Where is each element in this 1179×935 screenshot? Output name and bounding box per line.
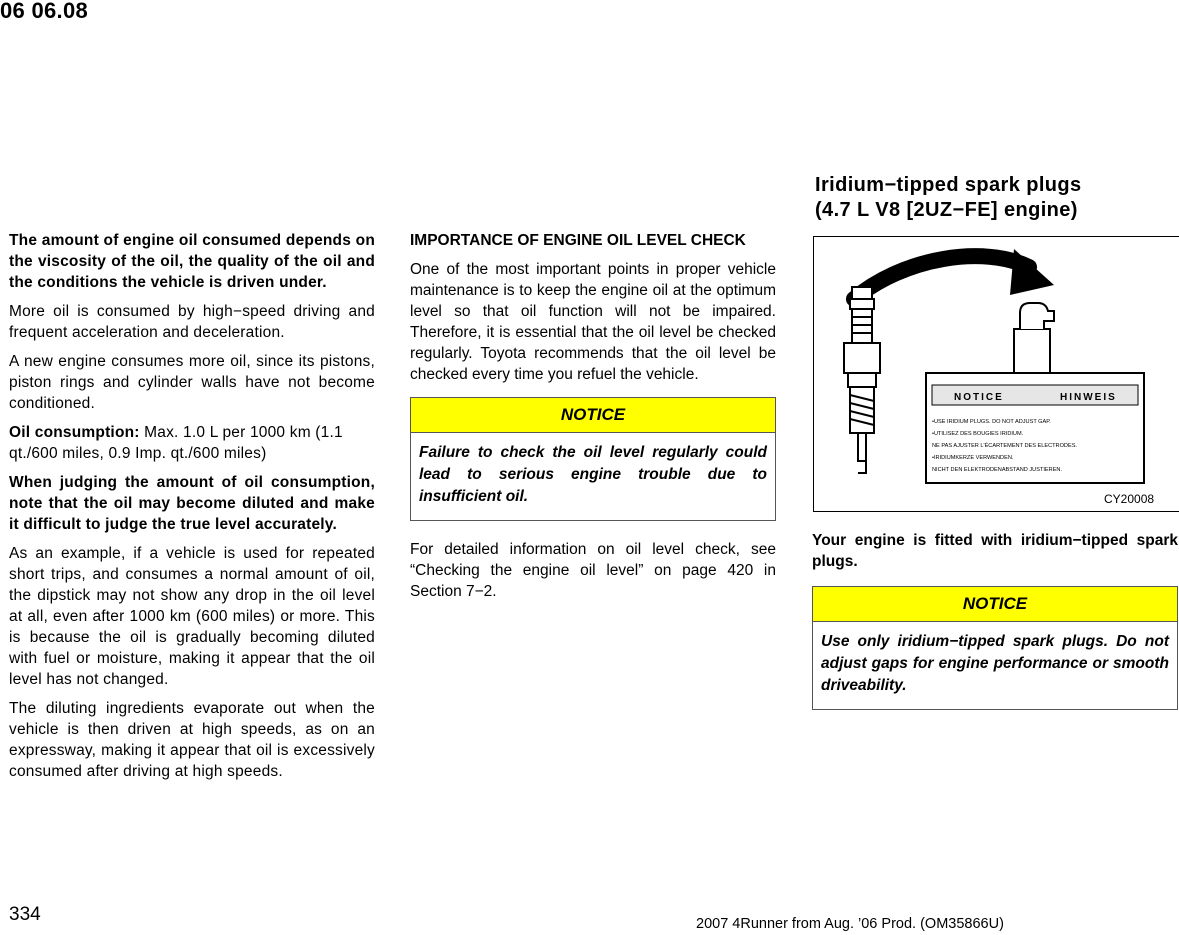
iridium-paragraph: Your engine is fitted with iridium−tipped spark plugs. [812, 532, 1178, 570]
notice-title: NOTICE [813, 587, 1177, 622]
column-right [812, 530, 1178, 728]
paragraph: For detailed information on oil level check, see “Checking the engine oil level” on page 420 in Section 7−2. [410, 541, 776, 600]
spark-plug-icon [844, 287, 880, 473]
paragraph: More oil is consumed by high−speed driving and frequent acceleration and deceleration. [9, 303, 375, 341]
header-date: 06 06.08 [0, 0, 89, 23]
figure-code: CY20008 [1104, 492, 1155, 506]
oil-consumption-label: Oil consumption: [9, 424, 140, 441]
notice-box [812, 586, 1178, 710]
paragraph: As an example, if a vehicle is used for repeated short trips, and consumes a normal amount of oil, the dipstick may not show any drop in the oil level at all, even after 1000 km (600 miles) or more. This is because the oil is gradually becoming diluted with fuel or moisture, making it appear that the oil level has not changed. [9, 545, 375, 688]
label-notice-text: NOTICE [954, 392, 1004, 403]
page-number: 334 [9, 904, 41, 925]
spark-plug-illustration [814, 237, 1179, 511]
footer-text: 2007 4Runner from Aug. ’06 Prod. (OM35866U) [696, 916, 1004, 932]
spark-plug-figure [813, 236, 1179, 512]
section-title-line1: Iridium−tipped spark plugs [815, 174, 1082, 196]
notice-title: NOTICE [411, 398, 775, 433]
arrow-head-icon [1010, 249, 1054, 295]
section-title [815, 173, 1175, 223]
notice-text: Use only iridium−tipped spark plugs. Do not adjust gaps for engine performance or smooth driveability. [821, 633, 1169, 694]
plug-cap-icon [1014, 303, 1054, 375]
column-left [9, 230, 375, 790]
notice-text: Failure to check the oil level regularly could lead to serious engine trouble due to insufficient oil. [419, 444, 767, 505]
arrow-icon [854, 256, 1029, 299]
section-heading: IMPORTANCE OF ENGINE OIL LEVEL CHECK [410, 232, 746, 249]
label-line: •UTILISEZ DES BOUGIES IRIDIUM. [932, 431, 1024, 437]
paragraph: A new engine consumes more oil, since its pistons, piston rings and cylinder walls have not become conditioned. [9, 353, 375, 412]
paragraph: The diluting ingredients evaporate out when the vehicle is then driven at high speeds, as on an expressway, making it appear that oil is excessively consumed after driving at high speeds. [9, 700, 375, 780]
section-title-line2: (4.7 L V8 [2UZ−FE] engine) [815, 199, 1078, 221]
oil-consumption-paragraph [9, 422, 375, 464]
judging-paragraph: When judging the amount of oil consumption, note that the oil may become diluted and make it difficult to judge the true level accurately. [9, 474, 375, 533]
label-line: •IRIDIUMKERZE VERWENDEN. [932, 455, 1014, 461]
intro-paragraph: The amount of engine oil consumed depends on the viscosity of the oil, the quality of the oil and the conditions the vehicle is driven under. [9, 232, 375, 291]
notice-box [410, 397, 776, 521]
column-middle [410, 230, 776, 610]
label-line: •USE IRIDIUM PLUGS. DO NOT ADJUST GAP. [932, 419, 1051, 425]
label-hinweis-text: HINWEIS [1060, 392, 1117, 403]
label-line: NE PAS AJUSTER L'ÉCARTEMENT DES ELECTRODES. [932, 443, 1077, 449]
label-line: NICHT DEN ELEKTRODENABSTAND JUSTIEREN. [932, 467, 1063, 473]
oil-consumption-value: Max. 1.0 L per 1000 km (1.1 qt./600 miles, 0.9 Imp. qt./600 miles) [9, 424, 343, 462]
notice-label [926, 373, 1144, 483]
paragraph: One of the most important points in proper vehicle maintenance is to keep the engine oil at the optimum level so that oil function will not be impaired. Therefore, it is essential that the oil level be checked regularly. Toyota recommends that the oil level be checked every time you refuel the vehicle. [410, 261, 776, 383]
